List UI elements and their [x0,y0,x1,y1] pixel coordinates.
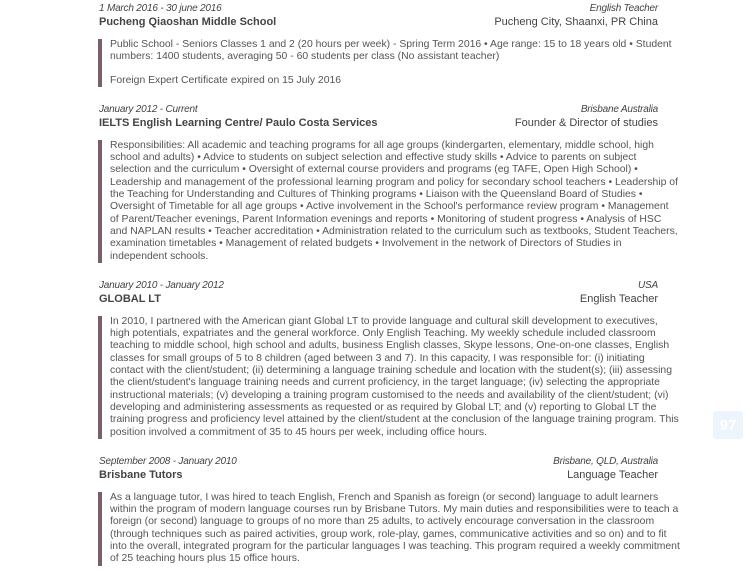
chat-widget-button[interactable] [713,411,743,439]
job-description [98,492,680,566]
job-date: September 2008 - January 2010 [99,455,237,467]
job-entry [99,3,672,87]
job-entry [99,103,678,263]
job-paragraph: In 2010, I partnered with the American giant Global LT to provide language and cultural skill development to executives, high potentials, expatriates and the general workforce. Only English Teaching. My weekly schedule included classroom teaching to middle school, high school and adults, business English classes, Skype lessons, One-on-one classes, English classes for small groups of 5 to 8 children (aged between 3 and 7). In this capacity, I was responsible for: (i) initiating contact with the client/student; (ii) determining a language training schedule and location with the student(s); (iii) assessing the client/student's language training needs and current proficiency, in the target language; (iv) selecting the appropriate instructional materials; (v) developing a training program customised to the needs and availability of the client/student; (vi) developing and administering assessments as requested or as required by Global LT; and (v) reporting to Global LT the training progress and proficiency level attained by the client/student at the conclusion of the language training program. This position involved a commitment of 35 to 45 hours per week, including office hours. [110,315,679,438]
job-paragraph: Foreign Expert Certificate expired on 15 July 2016 [110,74,342,86]
job-title: English Teacher [579,292,658,305]
job-location: Brisbane, QLD, Australia [553,455,658,467]
job-title: Language Teacher [567,468,658,481]
job-date: January 2012 - Current [99,103,198,115]
job-paragraph: Responsibilities: All academic and teaching programs for all age groups (kindergarten, elementary, middle school, high school and adults) • Advice to students on subject selection and effective study skills • Advice to parents on subject selection and the curriculum • Oversight of external course providers and programs (eg TAFE, Open High School) • Leadership and management of the professional learning program and policy for secondary school teachers • Leadership of the Teaching for Understanding and Cultures of Thinking programs • Liaison with the Queensland Board of Studies • Oversight of Timetable for all age groups • Active involvement in the School's performance review program • Management of Parent/Teacher evenings, Parent Information evenings and reports • Monitoring of student progress • Analysis of HSC and NAPLAN results • Teacher accreditation • Administration related to the curriculum such as textbooks, Student Teachers, examination timetables • Management of related budgets • Involvement in the network of Directors of Studies in independent schools. [110,139,678,262]
job-date: 1 March 2016 - 30 june 2016 [99,3,222,14]
job-company: IELTS English Learning Centre/ Paulo Costa Services [99,116,378,129]
job-description [98,140,680,263]
resume-experience [99,3,680,566]
job-header [99,280,658,306]
job-company: GLOBAL LT [99,292,161,305]
job-header [99,456,658,482]
job-header [99,3,658,29]
job-location: USA [638,279,658,291]
job-paragraph: Public School - Seniors Classes 1 and 2 (20 hours per week) - Spring Term 2016 • Age range: 15 to 18 years old • Student numbers: 1400 students, averaging 50 - 60 students per class (No assistant teacher) [110,39,672,63]
job-company: Pucheng Qiaoshan Middle School [99,16,277,28]
job-entry [99,455,680,566]
job-entry [99,279,679,439]
job-date: January 2010 - January 2012 [99,279,224,291]
job-company: Brisbane Tutors [99,468,183,481]
job-title: Founder & Director of studies [514,116,658,129]
chat-logo-icon: 97 [719,416,737,434]
job-location: Brisbane Australia [580,103,658,115]
job-description [98,316,680,439]
job-description [98,39,680,87]
job-location: Pucheng City, Shaanxi, PR China [494,16,658,28]
job-title: English Teacher [589,3,658,14]
job-header [99,104,658,130]
job-paragraph: As a language tutor, I was hired to teach English, French and Spanish as foreign (or second) language to adult learners within the program of modern language courses run by Brisbane Tutors. My main duties and responsibilities were to teach a foreign (or second) language to groups of no more than 25 adults, to actively encourage conversation in the classroom (through techniques such as paired activities, group work, role-play, games, communicative activities and so on) and to fit into the overall, integrated program for the particular languages I was teaching. This program required a weekly commitment of 25 teaching hours plus 15 office hours. [110,491,680,565]
